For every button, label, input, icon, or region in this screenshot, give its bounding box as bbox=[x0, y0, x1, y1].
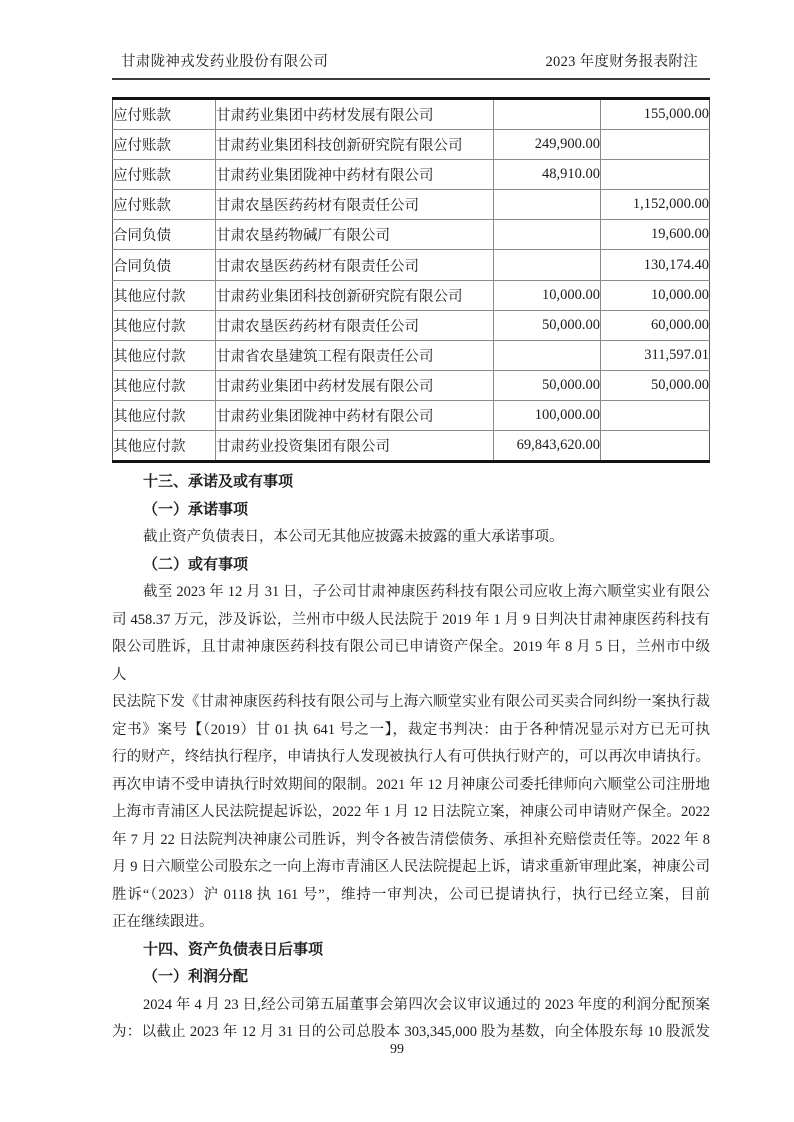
table-row bbox=[113, 130, 710, 160]
cell-item-type: 其他应付款 bbox=[113, 431, 216, 462]
running-header bbox=[112, 50, 710, 80]
cell-amount-closing: 50,000.00 bbox=[494, 310, 601, 340]
cell-item-type: 应付账款 bbox=[113, 99, 216, 130]
profit-distribution-paragraph bbox=[112, 992, 710, 1047]
paragraph-line: 行的财产，终结执行程序，申请执行人发现被执行人有可供执行财产的，可以再次申请执行。 bbox=[112, 749, 710, 766]
cell-company-name: 甘肃农垦药物碱厂有限公司 bbox=[216, 220, 494, 250]
paragraph-line: 上海市青浦区人民法院提起诉讼，2022 年 1 月 12 日法院立案，神康公司申请财产保全。2022 bbox=[112, 804, 710, 821]
cell-company-name: 甘肃药业集团陇神中药材有限公司 bbox=[216, 400, 494, 430]
cell-amount-closing bbox=[494, 340, 601, 370]
paragraph-line: 截至 2023 年 12 月 31 日，子公司甘肃神康医药科技有限公司应收上海六顺堂实业有限公 bbox=[143, 584, 710, 601]
cell-item-type: 合同负债 bbox=[113, 220, 216, 250]
cell-item-type: 其他应付款 bbox=[113, 280, 216, 310]
cell-amount-opening bbox=[601, 130, 710, 160]
table-row bbox=[113, 310, 710, 340]
cell-company-name: 甘肃省农垦建筑工程有限责任公司 bbox=[216, 340, 494, 370]
table-row bbox=[113, 280, 710, 310]
table-row bbox=[113, 220, 710, 250]
cell-company-name: 甘肃药业集团中药材发展有限公司 bbox=[216, 370, 494, 400]
page-content bbox=[112, 50, 710, 1047]
related-party-balances-table bbox=[112, 97, 710, 463]
cell-amount-closing: 249,900.00 bbox=[494, 130, 601, 160]
cell-amount-closing: 100,000.00 bbox=[494, 400, 601, 430]
header-company-name: 甘肃陇神戎发药业股份有限公司 bbox=[121, 54, 329, 70]
cell-amount-opening: 60,000.00 bbox=[601, 310, 710, 340]
cell-company-name: 甘肃药业集团科技创新研究院有限公司 bbox=[216, 280, 494, 310]
paragraph-line: 再次申请不受申请执行时效期间的限制。2021 年 12 月神康公司委托律师向六顺堂公司注册地 bbox=[112, 776, 710, 793]
paragraph-line: 2024 年 4 月 23 日,经公司第五届董事会第四次会议审议通过的 2023 年度的利润分配预案 bbox=[143, 996, 710, 1013]
cell-amount-closing: 50,000.00 bbox=[494, 370, 601, 400]
paragraph-line: 限公司胜诉，且甘肃神康医药科技有限公司已申请资产保全。2019 年 8 月 5 日，兰州市中级人 bbox=[112, 639, 710, 683]
paragraph-line: 年 7 月 22 日法院判决神康公司胜诉，判令各被告清偿债务、承担补充赔偿责任等。2022 年 8 bbox=[112, 831, 710, 848]
paragraph-line: 民法院下发《甘肃神康医药科技有限公司与上海六顺堂实业有限公司买卖合同纠纷一案执行裁 bbox=[112, 694, 710, 711]
paragraph-line: 定书》案号【（2019）甘 01 执 641 号之一】，裁定书判决：由于各种情况显示对方已无可执 bbox=[112, 721, 710, 738]
cell-item-type: 其他应付款 bbox=[113, 370, 216, 400]
section-13-2-title: （二）或有事项 bbox=[143, 556, 249, 573]
cell-amount-closing bbox=[494, 190, 601, 220]
cell-item-type: 合同负债 bbox=[113, 250, 216, 280]
cell-company-name: 甘肃药业投资集团有限公司 bbox=[216, 431, 494, 462]
commitments-paragraph bbox=[112, 524, 710, 552]
notes-sections bbox=[112, 469, 710, 1047]
cell-amount-closing: 69,843,620.00 bbox=[494, 431, 601, 462]
paragraph-line: 月 9 日六顺堂公司股东之一向上海市青浦区人民法院提起上诉，请求重新审理此案，神康公司 bbox=[112, 859, 710, 876]
cell-company-name: 甘肃药业集团科技创新研究院有限公司 bbox=[216, 130, 494, 160]
table-row bbox=[113, 250, 710, 280]
cell-amount-closing: 10,000.00 bbox=[494, 280, 601, 310]
cell-company-name: 甘肃农垦医药药材有限责任公司 bbox=[216, 190, 494, 220]
paragraph-line: 为：以截止 2023 年 12 月 31 日的公司总股本 303,345,000 股为基数，向全体股东每 10 股派发 bbox=[112, 1024, 710, 1041]
cell-amount-closing bbox=[494, 220, 601, 250]
section-13-title: 十三、承诺及或有事项 bbox=[143, 474, 294, 491]
cell-amount-closing bbox=[494, 99, 601, 130]
cell-company-name: 甘肃农垦医药药材有限责任公司 bbox=[216, 250, 494, 280]
section-14-1-title: （一）利润分配 bbox=[143, 969, 249, 986]
cell-amount-opening: 50,000.00 bbox=[601, 370, 710, 400]
cell-company-name: 甘肃药业集团陇神中药材有限公司 bbox=[216, 160, 494, 190]
cell-amount-opening: 19,600.00 bbox=[601, 220, 710, 250]
table-row bbox=[113, 340, 710, 370]
table-row bbox=[113, 99, 710, 130]
cell-amount-opening: 1,152,000.00 bbox=[601, 190, 710, 220]
table-row bbox=[113, 431, 710, 462]
cell-company-name: 甘肃农垦医药药材有限责任公司 bbox=[216, 310, 494, 340]
header-report-title: 2023 年度财务报表附注 bbox=[545, 54, 698, 70]
cell-item-type: 其他应付款 bbox=[113, 400, 216, 430]
paragraph-line: 截止资产负债表日，本公司无其他应披露未披露的重大承诺事项。 bbox=[143, 529, 564, 546]
section-13-1-title: （一）承诺事项 bbox=[143, 501, 249, 518]
paragraph-line: 胜诉“（2023）沪 0118 执 161 号”，维持一审判决，公司已提请执行，执行已经立案，目前 bbox=[112, 886, 710, 903]
related-party-table-body bbox=[113, 99, 710, 462]
cell-item-type: 其他应付款 bbox=[113, 340, 216, 370]
table-row bbox=[113, 370, 710, 400]
cell-amount-opening: 311,597.01 bbox=[601, 340, 710, 370]
cell-item-type: 应付账款 bbox=[113, 160, 216, 190]
cell-amount-closing bbox=[494, 250, 601, 280]
table-row bbox=[113, 400, 710, 430]
cell-amount-opening: 130,174.40 bbox=[601, 250, 710, 280]
table-row bbox=[113, 160, 710, 190]
cell-item-type: 其他应付款 bbox=[113, 310, 216, 340]
page-number: 99 bbox=[390, 1042, 404, 1057]
cell-item-type: 应付账款 bbox=[113, 190, 216, 220]
cell-item-type: 应付账款 bbox=[113, 130, 216, 160]
paragraph-line: 正在继续跟进。 bbox=[112, 914, 214, 931]
section-14-title: 十四、资产负债表日后事项 bbox=[143, 941, 324, 958]
cell-amount-opening bbox=[601, 160, 710, 190]
cell-amount-opening bbox=[601, 431, 710, 462]
cell-amount-opening bbox=[601, 400, 710, 430]
table-row bbox=[113, 190, 710, 220]
cell-amount-closing: 48,910.00 bbox=[494, 160, 601, 190]
cell-amount-opening: 155,000.00 bbox=[601, 99, 710, 130]
paragraph-line: 司 458.37 万元，涉及诉讼，兰州市中级人民法院于 2019 年 1 月 9 日判决甘肃神康医药科技有 bbox=[112, 611, 710, 628]
cell-amount-opening: 10,000.00 bbox=[601, 280, 710, 310]
contingency-paragraph bbox=[112, 579, 710, 937]
cell-company-name: 甘肃药业集团中药材发展有限公司 bbox=[216, 99, 494, 130]
